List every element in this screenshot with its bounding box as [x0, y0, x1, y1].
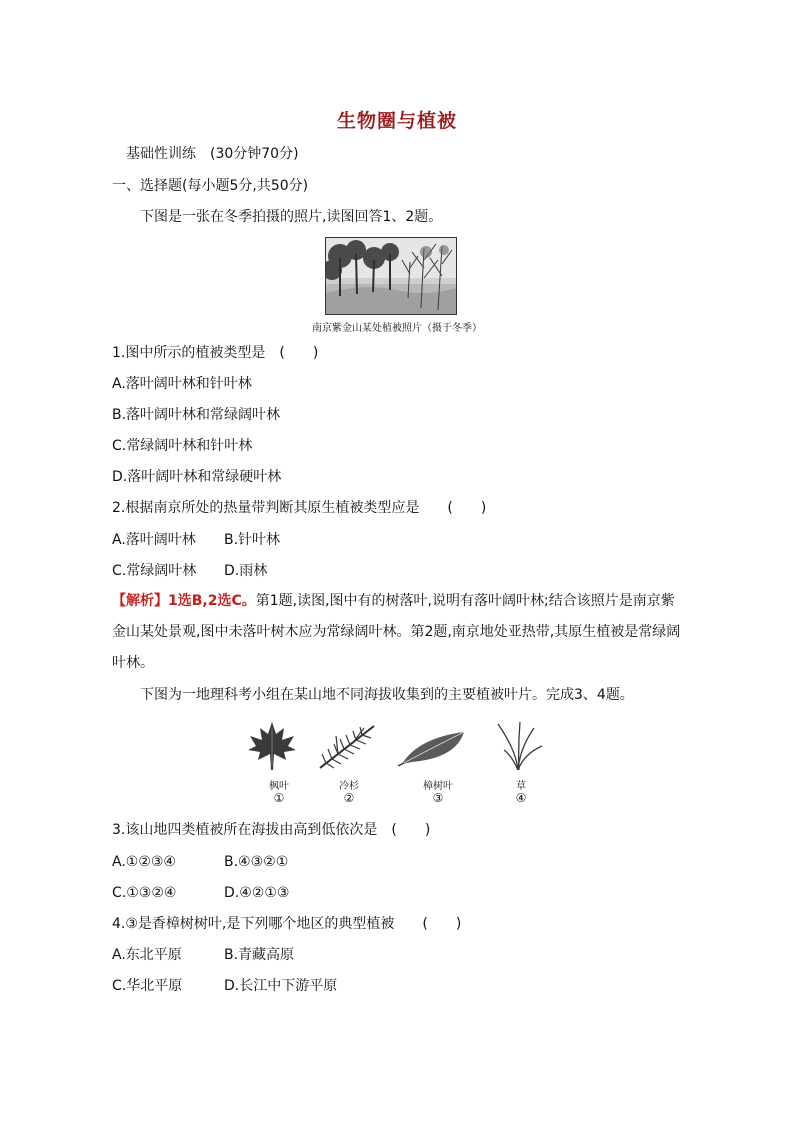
- q1-option-d: D.落叶阔叶林和常绿硬叶林: [112, 469, 282, 485]
- subtitle: 基础性训练 (30分钟70分): [126, 146, 299, 162]
- q2-option-c: C.常绿阔叶林: [112, 563, 197, 579]
- q4-stem: 4.③是香樟树树叶,是下列哪个地区的典型植被 ( ): [112, 916, 462, 932]
- q2-option-d: D.雨林: [224, 563, 268, 579]
- maple-leaf-figure: [246, 720, 298, 776]
- q1-stem: 1.图中所示的植被类型是 ( ): [112, 345, 319, 361]
- q1-option-a: A.落叶阔叶林和针叶林: [112, 376, 252, 392]
- leaf-label-1: 枫叶: [269, 781, 289, 792]
- leaf-number-4: ④: [515, 791, 527, 805]
- leaf-number-1: ①: [273, 791, 285, 805]
- fir-branch-figure: [316, 722, 378, 776]
- q3-option-b: B.④③②①: [224, 854, 289, 870]
- page-title: 生物圈与植被: [336, 110, 457, 132]
- camphor-leaf-figure: [398, 728, 468, 772]
- analysis-text: 第1题,读图,图中有的树落叶,说明有落叶阔叶林;结合该照片是南京紫金山某处景观,图中未落叶树木应为常绿阔叶林。第2题,南京地处亚热带,其原生植被是常绿阔叶林。: [112, 593, 681, 671]
- q2-stem: 2.根据南京所处的热量带判断其原生植被类型应是 ( ): [112, 500, 487, 516]
- q1-option-c: C.常绿阔叶林和针叶林: [112, 438, 253, 454]
- q3-option-a: A.①②③④: [112, 854, 176, 870]
- intro-q3-q4: 下图为一地理科考小组在某山地不同海拔收集到的主要植被叶片。完成3、4题。: [140, 687, 634, 703]
- leaf-label-3: 樟树叶: [423, 781, 453, 792]
- analysis-paragraph: [112, 586, 682, 679]
- section-heading: 一、选择题(每小题5分,共50分): [112, 178, 309, 194]
- leaf-number-3: ③: [432, 791, 444, 805]
- leaf-number-2: ②: [343, 791, 355, 805]
- q4-option-c: C.华北平原: [112, 978, 183, 994]
- q3-option-c: C.①③②④: [112, 885, 177, 901]
- winter-vegetation-photo: [325, 237, 457, 315]
- q3-stem: 3.该山地四类植被所在海拔由高到低依次是 ( ): [112, 822, 431, 838]
- photo-caption: 南京紫金山某处植被照片（摄于冬季）: [312, 323, 482, 334]
- q2-option-a: A.落叶阔叶林: [112, 532, 196, 548]
- q1-option-b: B.落叶阔叶林和常绿阔叶林: [112, 407, 281, 423]
- q3-option-d: D.④②①③: [224, 885, 290, 901]
- analysis-label: 【解析】1选B,2选C。: [112, 593, 256, 609]
- q4-option-a: A.东北平原: [112, 947, 182, 963]
- leaf-label-4: 草: [516, 781, 526, 792]
- q4-option-d: D.长江中下游平原: [224, 978, 338, 994]
- q2-option-b: B.针叶林: [224, 532, 281, 548]
- intro-q1-q2: 下图是一张在冬季拍摄的照片,读图回答1、2题。: [140, 209, 443, 225]
- leaf-label-2: 冷杉: [339, 781, 359, 792]
- q4-option-b: B.青藏高原: [224, 947, 295, 963]
- grass-figure: [490, 720, 546, 776]
